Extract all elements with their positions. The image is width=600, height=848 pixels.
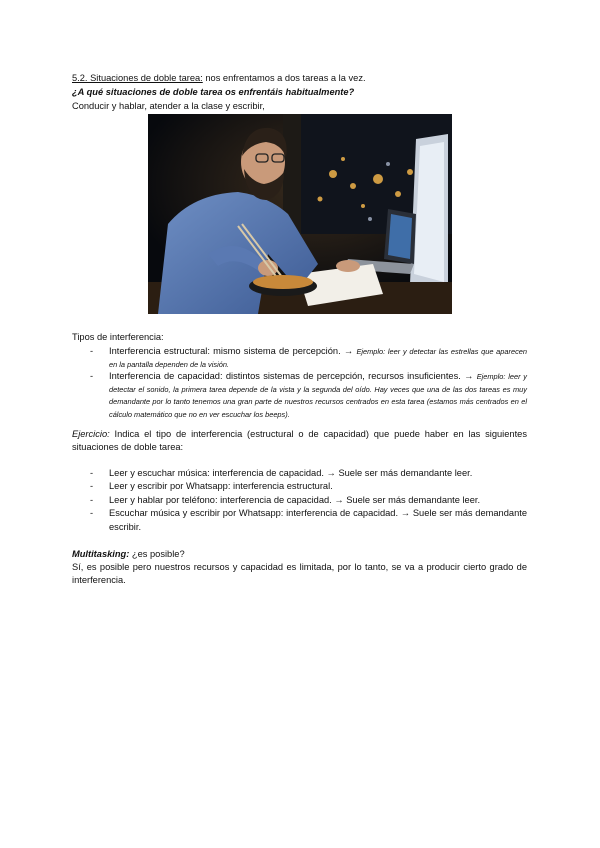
section-intro: nos enfrentamos a dos tareas a la vez.: [202, 73, 366, 83]
list-item: [72, 345, 527, 370]
interference-types-title: Tipos de interferencia:: [72, 332, 164, 342]
list-dash: -: [90, 481, 94, 492]
multitasking-label: Multitasking:: [72, 549, 130, 559]
list-item-note: Ejemplo: leer y detectar el sonido, la primera tarea depende de la vista y la segunda del oído. Hay veces que una de las dos tareas es muy demandante por lo tanto tenemos una gran parte de nuestros recursos centrados en esta tarea (estamos más centrados en el cálculo matemático que no en ver escuchar los beeps).: [109, 372, 527, 419]
interference-types-list: [72, 345, 527, 421]
multitasking-heading: [72, 548, 185, 561]
section-heading: [72, 72, 366, 85]
list-item-text: Leer y escribir por Whatsapp: interferencia estructural.: [109, 481, 333, 492]
section-title: 5.2. Situaciones de doble tarea:: [72, 73, 203, 83]
list-dash: -: [90, 508, 94, 519]
list-item: [72, 370, 527, 420]
list-item-text: Interferencia de capacidad: distintos sistemas de percepción, recursos insuficientes. →: [109, 371, 474, 382]
multitasking-answer: Sí, es posible pero nuestros recursos y capacidad es limitada, por lo tanto, se va a producir cierto grado de interferencia.: [72, 562, 527, 586]
exercise-paragraph: [72, 428, 527, 454]
question-text: ¿A qué situaciones de doble tarea os enfrentáis habitualmente?: [72, 87, 355, 97]
list-item: [72, 480, 527, 493]
list-dash: -: [90, 468, 94, 478]
exercise-label: Ejercicio:: [72, 429, 110, 439]
list-item-text: Interferencia estructural: mismo sistema de percepción. →: [109, 346, 354, 356]
man-eating-noodles-at-laptop-photo: [148, 114, 452, 314]
list-item: [72, 507, 527, 534]
list-item-text: Escuchar música y escribir por Whatsapp: interferencia de capacidad. → Suele ser más demandante escribir.: [109, 508, 527, 532]
exercise-text: Indica el tipo de interferencia (estructural o de capacidad) que puede haber en las siguientes situaciones de doble tarea:: [72, 429, 527, 453]
list-dash: -: [90, 371, 94, 382]
list-item-note: Ejemplo: leer y detectar las estrellas que aparecen en la pantalla dependen de la visión.: [109, 347, 527, 369]
exercise-list: [72, 467, 527, 534]
multitasking-question: ¿es posible?: [129, 549, 185, 559]
list-item: [72, 494, 527, 507]
list-item: [72, 467, 527, 480]
list-dash: -: [90, 494, 94, 505]
list-dash: -: [90, 346, 94, 356]
list-item-text: Leer y hablar por teléfono: interferencia de capacidad. → Suele ser más demandante leer.: [109, 494, 481, 505]
answer-text: Conducir y hablar, atender a la clase y escribir,: [72, 101, 265, 111]
list-item-text: Leer y escuchar música: interferencia de capacidad. → Suele ser más demandante leer.: [109, 468, 473, 478]
